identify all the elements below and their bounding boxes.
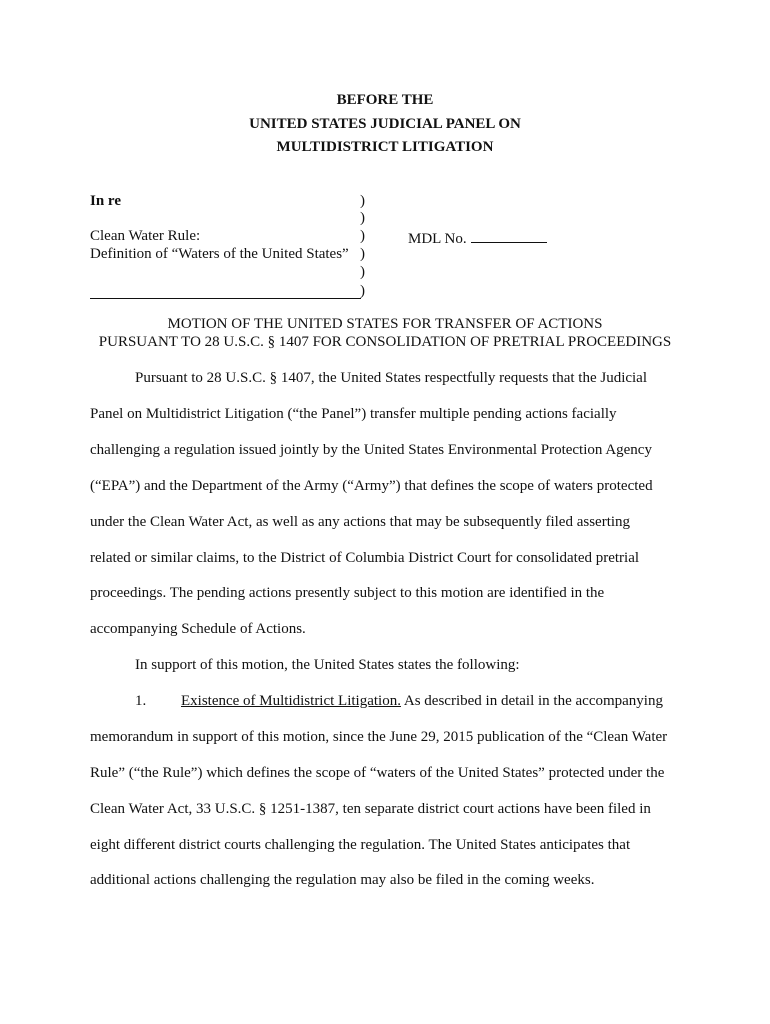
court-header-line2: UNITED STATES JUDICIAL PANEL ON — [249, 116, 521, 132]
body-line: Rule” (“the Rule”) which defines the scope of “waters of the United States” protected under the — [90, 765, 665, 781]
body-line: challenging a regulation issued jointly by the United States Environmental Protection Agency — [90, 442, 652, 458]
caption-paren: ) — [360, 246, 365, 262]
body-line: eight different district courts challenging the regulation. The United States anticipates that — [90, 837, 631, 853]
body-line: Panel on Multidistrict Litigation (“the Panel”) transfer multiple pending actions facially — [90, 406, 617, 422]
caption-paren: ) — [360, 228, 365, 244]
body-line: memorandum in support of this motion, since the June 29, 2015 publication of the “Clean Water — [90, 729, 668, 745]
caption-case-line1: Clean Water Rule: — [90, 228, 201, 244]
caption-in-re: In re — [90, 193, 121, 209]
body-line: additional actions challenging the regulation may also be filed in the coming weeks. — [90, 872, 595, 888]
mdl-label: MDL No. — [408, 231, 467, 247]
caption-paren: ) — [360, 264, 365, 280]
body-line: (“EPA”) and the Department of the Army (“Army”) that defines the scope of waters protected — [90, 478, 653, 494]
mdl-blank-line — [471, 228, 547, 243]
body-line: Pursuant to 28 U.S.C. § 1407, the United States respectfully requests that the Judicial — [135, 370, 648, 386]
item-heading: Existence of Multidistrict Litigation. — [181, 693, 401, 709]
court-header-line1: BEFORE THE — [336, 92, 434, 108]
court-header-line3: MULTIDISTRICT LITIGATION — [276, 139, 494, 155]
caption-paren: ) — [360, 210, 365, 226]
mdl-number — [408, 228, 547, 248]
motion-title-line1: MOTION OF THE UNITED STATES FOR TRANSFER OF ACTIONS — [167, 316, 603, 332]
caption-rule — [90, 298, 361, 299]
body-line: accompanying Schedule of Actions. — [90, 621, 306, 637]
item-number: 1. — [135, 693, 147, 709]
body-line: related or similar claims, to the District of Columbia District Court for consolidated pretrial — [90, 550, 640, 566]
item-first-line-rest: As described in detail in the accompanying — [400, 693, 663, 709]
body-line: In support of this motion, the United States states the following: — [135, 657, 520, 673]
body-line: under the Clean Water Act, as well as any actions that may be subsequently filed asserting — [90, 514, 631, 530]
body-line: proceedings. The pending actions presently subject to this motion are identified in the — [90, 585, 605, 601]
caption-paren: ) — [360, 193, 365, 209]
item-first-line — [181, 693, 663, 710]
motion-title-line2: PURSUANT TO 28 U.S.C. § 1407 FOR CONSOLIDATION OF PRETRIAL PROCEEDINGS — [98, 334, 672, 350]
body-line: Clean Water Act, 33 U.S.C. § 1251-1387, ten separate district court actions have been filed in — [90, 801, 651, 817]
caption-paren: ) — [360, 283, 365, 299]
caption-case-line2: Definition of “Waters of the United States” — [90, 246, 349, 262]
